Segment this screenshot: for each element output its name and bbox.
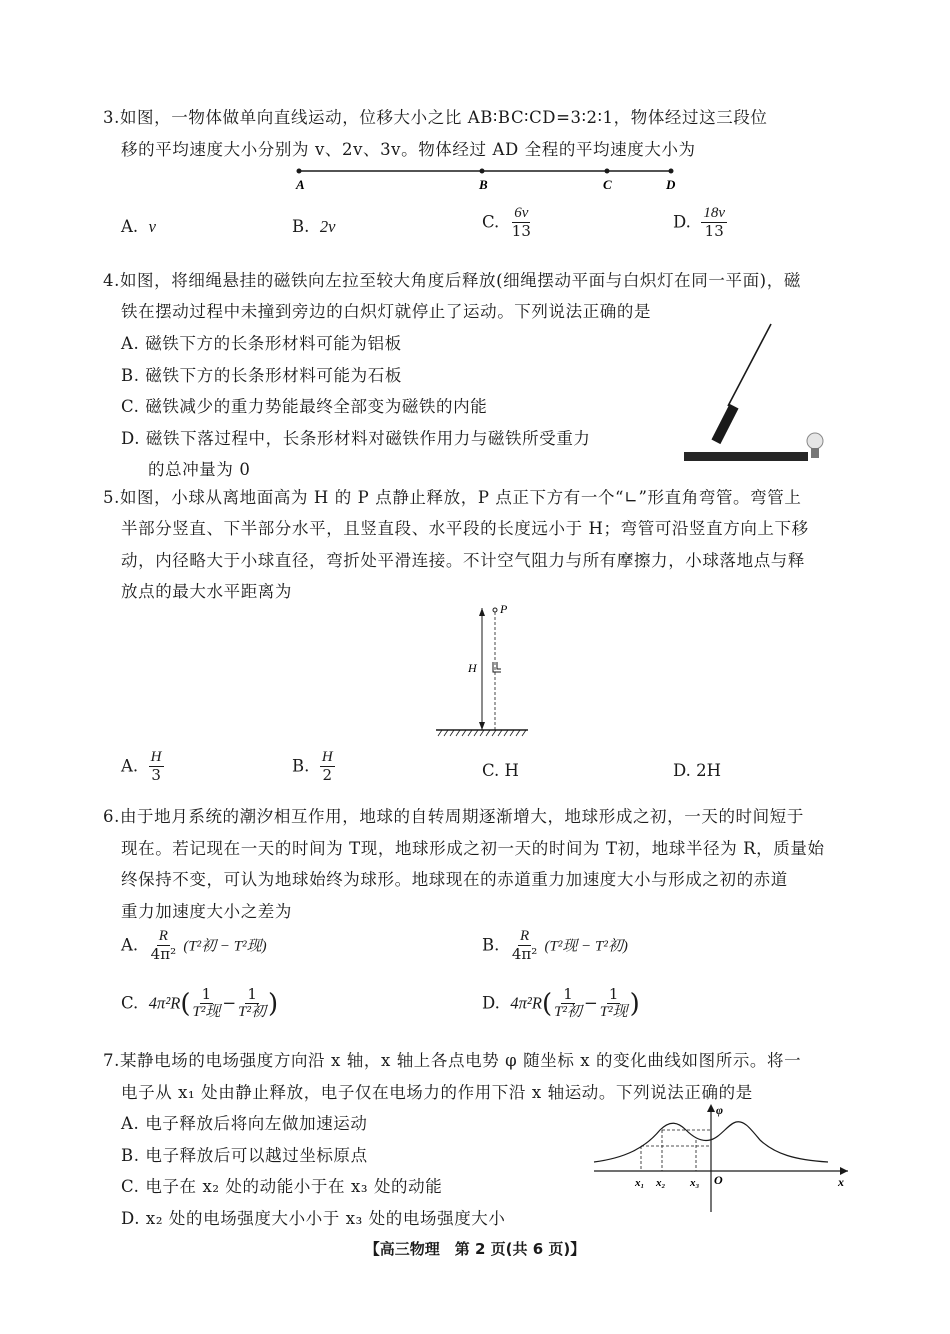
q7-x1-label: x₁ xyxy=(635,1177,645,1189)
q5-option-c: C. H xyxy=(482,761,519,780)
q5-stem-line1: 5.如图，小球从离地面高为 H 的 P 点静止释放，P 点正下方有一个“∟”形直角弯管。弯管上 xyxy=(103,488,802,507)
q5-arrow-head-down xyxy=(479,722,485,730)
q7-option-b: B. 电子释放后可以越过坐标原点 xyxy=(121,1146,368,1165)
q5-stem-line2: 半部分竖直、下半部分水平，且竖直段、水平段的长度远小于 H；弯管可沿竖直方向上下移 xyxy=(121,519,809,538)
q7-stem-line1: 7.某静电场的电场强度方向沿 x 轴，x 轴上各点电势 φ 随坐标 x 的变化曲线如图所示。将一 xyxy=(103,1051,802,1070)
q3-option-c: C. $\frac{6v}{13}$ xyxy=(482,205,531,241)
page-footer: 【高三物理 第 2 页(共 6 页)】 xyxy=(364,1240,586,1258)
q7-option-c: C. 电子在 x₂ 处的动能小于在 x₃ 处的动能 xyxy=(121,1177,443,1196)
q3-point-c-dot xyxy=(605,169,610,174)
q5-bent-tube-inner xyxy=(497,662,501,669)
q4-option-d-line2: 的总冲量为 0 xyxy=(148,460,251,479)
q7-origin-label: O xyxy=(714,1173,723,1187)
q3-point-a-dot xyxy=(297,169,302,174)
q4-strip-material xyxy=(684,452,808,461)
q6-stem-line2: 现在。若记现在一天的时间为 T现，地球形成之初一天的时间为 T初，地球半径为 R，质量始 xyxy=(121,839,825,858)
q6-option-b: B. $\frac{R}{\text{4π²}}$ (T²现 − T²初) xyxy=(482,928,628,964)
q3-option-b: B. 2v xyxy=(292,217,336,236)
q6-stem-line4: 重力加速度大小之差为 xyxy=(121,902,292,921)
q5-arrow-head-up xyxy=(479,608,485,616)
q3-point-b-dot xyxy=(480,169,485,174)
q4-stem-line2: 铁在摆动过程中未撞到旁边的白炽灯就停止了运动。下列说法正确的是 xyxy=(121,302,652,321)
q3-option-d: D. $\frac{18v}{13}$ xyxy=(673,205,726,241)
q5-label-h: H xyxy=(468,661,477,675)
q5-ground-hatching xyxy=(438,730,526,736)
q3-stem-line1: 3.如图，一物体做单向直线运动，位移大小之比 AB∶BC∶CD=3∶2∶1，物体经过这三段位 xyxy=(103,108,768,127)
q3-option-a: A. v xyxy=(121,217,156,236)
q4-stem-line1: 4.如图，将细绳悬挂的磁铁向左拉至较大角度后释放(细绳摆动平面与白炽灯在同一平面)，磁 xyxy=(103,271,801,290)
q3-segment-figure xyxy=(290,162,690,194)
q5-option-a: A. $\frac{H}{3}$ xyxy=(121,749,162,785)
q7-stem-line2: 电子从 x₁ 处由静止释放，电子仅在电场力的作用下沿 x 轴运动。下列说法正确的是 xyxy=(121,1083,753,1102)
q4-option-a: A. 磁铁下方的长条形材料可能为铝板 xyxy=(121,334,402,353)
q5-option-b: B. $\frac{H}{2}$ xyxy=(292,749,333,785)
q7-x-axis-arrow xyxy=(840,1167,848,1175)
q5-stem-line3: 动，内径略大于小球直径，弯折处平滑连接。不计空气阻力与所有摩擦力，小球落地点与释 xyxy=(121,551,805,570)
q6-option-d: D. 4π²R( $\frac{1}{\text{T²初}}$ − $\frac{1}{\text{T²现}}$ ) xyxy=(482,985,640,1021)
q6-option-c: C. 4π²R( $\frac{1}{\text{T²现}}$ − $\frac{1}{\text{T²初}}$ ) xyxy=(121,985,279,1021)
q4-bulb-icon xyxy=(807,433,823,449)
q7-option-a: A. 电子释放后将向左做加速运动 xyxy=(121,1114,368,1133)
q3-point-c-label: C xyxy=(603,177,612,192)
q5-label-p: P xyxy=(500,602,508,616)
q3-point-d-label: D xyxy=(666,177,676,192)
q7-potential-graph xyxy=(590,1100,850,1220)
q3-stem-line2: 移的平均速度大小分别为 v、2v、3v。物体经过 AD 全程的平均速度大小为 xyxy=(121,140,696,159)
q5-option-d: D. 2H xyxy=(673,761,722,780)
q6-stem-line1: 6.由于地月系统的潮汐相互作用，地球的自转周期逐渐增大，地球形成之初，一天的时间短于 xyxy=(103,807,804,826)
q4-option-d-line1: D. 磁铁下落过程中，长条形材料对磁铁作用力与磁铁所受重力 xyxy=(121,429,591,448)
q5-point-p xyxy=(493,608,497,612)
q6-stem-line3: 终保持不变，可认为地球始终为球形。地球现在的赤道重力加速度大小与形成之初的赤道 xyxy=(121,870,788,889)
q4-bulb-base xyxy=(811,448,819,458)
q5-figure xyxy=(430,600,530,742)
q4-magnet xyxy=(711,404,738,444)
q7-x2-label: x₂ xyxy=(656,1177,666,1189)
q7-phi-label: φ xyxy=(716,1103,724,1117)
q4-string xyxy=(728,324,771,406)
q7-phi-axis-arrow xyxy=(707,1104,715,1112)
q4-option-c: C. 磁铁减少的重力势能最终全部变为磁铁的内能 xyxy=(121,397,488,416)
q7-option-d: D. x₂ 处的电场强度大小小于 x₃ 处的电场强度大小 xyxy=(121,1209,506,1228)
q3-point-b-label: B xyxy=(479,177,488,192)
q4-magnet-figure xyxy=(676,318,836,466)
q7-x-label: x xyxy=(838,1175,844,1189)
q4-option-b: B. 磁铁下方的长条形材料可能为石板 xyxy=(121,366,402,385)
q5-stem-line4: 放点的最大水平距离为 xyxy=(121,582,292,601)
q6-option-a: A. $\frac{R}{\text{4π²}}$ (T²初 − T²现) xyxy=(121,928,267,964)
q7-x3-label: x₃ xyxy=(690,1177,700,1189)
q3-point-d-dot xyxy=(669,169,674,174)
q3-point-a-label: A xyxy=(296,177,305,192)
